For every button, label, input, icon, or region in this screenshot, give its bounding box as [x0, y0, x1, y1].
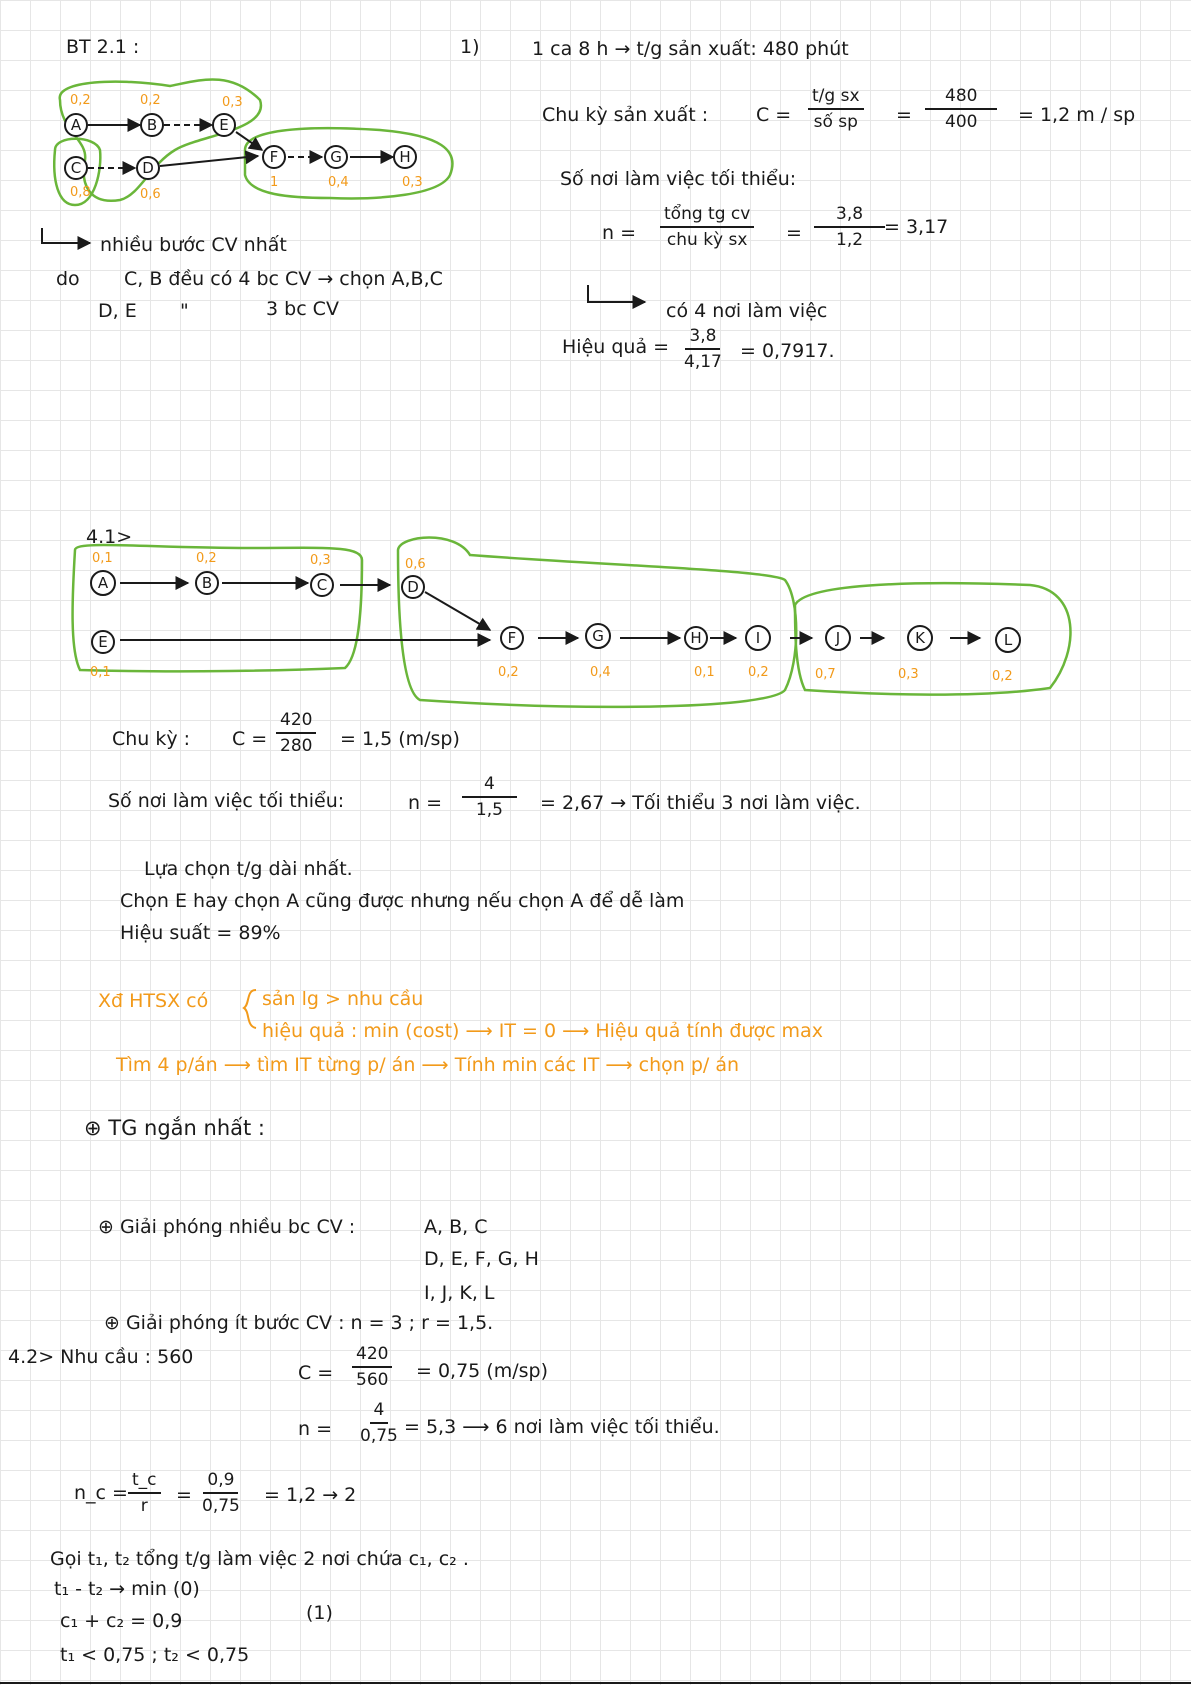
orange-note-1a: Xđ HTSX có	[98, 990, 209, 1012]
svg-text:A: A	[97, 574, 109, 592]
time-i-41: 0,2	[748, 665, 769, 680]
n-eq: =	[786, 222, 802, 244]
bt21-title: BT 2.1 :	[66, 36, 140, 58]
node-d	[137, 157, 159, 179]
p42-constraint-2: t₁ < 0,75 ; t₂ < 0,75	[60, 1644, 250, 1666]
node-i-41	[746, 626, 770, 650]
time-g-41: 0,4	[590, 665, 611, 680]
svg-text:F: F	[507, 629, 517, 647]
node-e-41	[92, 631, 114, 653]
reason-line-2-mark: "	[180, 300, 189, 322]
cycle-c: C =	[756, 104, 792, 126]
node-h	[394, 146, 416, 168]
p42-objective: t₁ - t₂ → min (0)	[54, 1578, 200, 1600]
p42-n-result: = 5,3 ⟶ 6 nơi làm việc tối thiểu.	[404, 1416, 720, 1438]
svg-text:D: D	[142, 159, 154, 177]
p42-c-prefix: C =	[298, 1362, 334, 1384]
time-d-41: 0,6	[405, 557, 426, 572]
svg-text:A: A	[70, 116, 82, 134]
p42-nc-fraction: $\frac{t\_c}{r}$	[128, 1470, 161, 1516]
p41-min-label: Số nơi làm việc tối thiểu:	[108, 790, 345, 812]
p41-note-2: Chọn E hay chọn A cũng được nhưng nếu chọn A để dễ làm	[120, 890, 685, 912]
svg-text:I: I	[755, 629, 761, 647]
release-group-1: A, B, C	[424, 1216, 488, 1238]
node-e	[213, 114, 235, 136]
release-few: ⊕ Giải phóng ít bước CV : n = 3 ; r = 1,5.	[104, 1312, 494, 1334]
hook-arrow-most	[42, 228, 90, 243]
time-h-41: 0,1	[694, 665, 715, 680]
svg-text:C: C	[316, 576, 328, 594]
time-g: 0,4	[328, 175, 349, 190]
node-c	[65, 157, 87, 179]
svg-text:G: G	[330, 148, 342, 166]
tg-shortest: ⊕ TG ngắn nhất :	[84, 1116, 266, 1140]
p42-n-prefix: n =	[298, 1418, 333, 1440]
svg-text:G: G	[592, 627, 604, 645]
time-e-41: 0,1	[90, 665, 111, 680]
arrow-d-f-41	[425, 592, 490, 630]
time-f: 1	[270, 175, 279, 190]
svg-text:H: H	[399, 148, 411, 166]
cycle-eq: =	[896, 104, 912, 126]
efficiency-fraction: $\frac{3,8}{4,17}$	[684, 326, 722, 372]
reason-do: do	[56, 268, 80, 290]
svg-text:E: E	[98, 633, 108, 651]
p41-title: 4.1>	[86, 526, 133, 548]
time-f-41: 0,2	[498, 665, 519, 680]
p42-c-result: = 0,75 (m/sp)	[416, 1360, 548, 1382]
cycle-result: = 1,2 m / sp	[1018, 104, 1136, 126]
time-j-41: 0,7	[815, 667, 836, 682]
release-group-3: I, J, K, L	[424, 1282, 495, 1304]
p42-constraint-1-tag: (1)	[306, 1602, 333, 1624]
p42-nc-prefix: n_c =	[74, 1482, 128, 1504]
node-b	[141, 114, 163, 136]
time-d: 0,6	[140, 187, 161, 202]
svg-text:D: D	[407, 578, 419, 596]
node-a	[65, 114, 87, 136]
svg-text:B: B	[201, 574, 213, 592]
svg-text:K: K	[915, 629, 925, 647]
orange-note-1c: hiệu quả : min (cost) ⟶ IT = 0 ⟶ Hiệu quả tính được max	[262, 1020, 823, 1042]
p41-n-result: = 2,67 → Tối thiểu 3 nơi làm việc.	[540, 792, 861, 814]
node-a-41	[91, 571, 115, 595]
p42-nc-eq: =	[176, 1484, 192, 1506]
p42-c-fraction: $\frac{420}{560}$	[352, 1344, 392, 1390]
node-k-41	[908, 626, 932, 650]
cycle-fraction: $\frac{\text{t/g sx}}{\text{số sp}}$	[808, 86, 864, 132]
min-ws-label: Số nơi làm việc tối thiểu:	[560, 168, 797, 190]
p41-n-prefix: n =	[408, 792, 443, 814]
time-b: 0,2	[140, 93, 161, 108]
n-result: = 3,17	[884, 216, 949, 238]
p42-demand: 4.2> Nhu cầu : 560	[8, 1346, 194, 1368]
cycle-label: Chu kỳ sản xuất :	[542, 104, 709, 126]
node-g-41	[586, 624, 610, 648]
has-4-workstations: có 4 nơi làm việc	[666, 300, 828, 322]
p41-note-3: Hiệu suất = 89%	[120, 922, 281, 944]
svg-text:B: B	[146, 116, 158, 134]
time-a: 0,2	[70, 93, 91, 108]
node-l-41	[996, 628, 1020, 652]
n-fraction: tổng tg cv chu kỳ sx	[660, 204, 754, 250]
efficiency-label: Hiệu quả =	[562, 336, 670, 358]
p41-note-1: Lựa chọn t/g dài nhất.	[144, 858, 353, 880]
arrow-d-f	[160, 156, 258, 166]
group-loop-ws2	[398, 538, 796, 707]
orange-brace	[244, 990, 256, 1028]
node-h-41	[685, 627, 707, 649]
node-d-41	[402, 576, 424, 598]
node-j-41	[826, 626, 850, 650]
time-b-41: 0,2	[196, 551, 217, 566]
p41-cycle-label: Chu kỳ :	[112, 728, 191, 750]
node-g	[325, 146, 347, 168]
node-f-41	[501, 627, 523, 649]
svg-text:J: J	[835, 629, 841, 647]
p41-cycle-c: C =	[232, 728, 268, 750]
svg-text:H: H	[690, 629, 702, 647]
orange-note-1b: sản lg > nhu cầu	[262, 988, 424, 1010]
n-fraction-2: $\frac{3,8}{1,2}$	[814, 204, 885, 250]
release-many-label: ⊕ Giải phóng nhiều bc CV :	[98, 1216, 356, 1238]
efficiency-result: = 0,7917.	[740, 340, 835, 362]
n-prefix: n =	[602, 222, 637, 244]
svg-text:C: C	[70, 159, 82, 177]
time-l-41: 0,2	[992, 669, 1013, 684]
node-b-41	[196, 572, 218, 594]
reason-line-2-left: D, E	[98, 300, 137, 322]
arrow-e-f	[236, 132, 262, 150]
p41-cycle-fraction: $\frac{420}{280}$	[276, 710, 316, 756]
svg-text:L: L	[1003, 631, 1013, 649]
reason-line-1: C, B đều có 4 bc CV → chọn A,B,C	[124, 268, 443, 290]
svg-text:F: F	[269, 148, 279, 166]
most-steps-label: nhiều bước CV nhất	[100, 234, 287, 256]
time-k-41: 0,3	[898, 667, 919, 682]
time-a-41: 0,1	[92, 551, 113, 566]
orange-note-2: Tìm 4 p/án ⟶ tìm IT từng p/ án ⟶ Tính min các IT ⟶ chọn p/ án	[116, 1054, 740, 1076]
p41-n-fraction: $\frac{4}{1,5}$	[462, 774, 517, 820]
bt21-part: 1)	[460, 36, 480, 58]
svg-text:E: E	[219, 116, 229, 134]
node-c-41	[311, 574, 333, 596]
time-h: 0,3	[402, 175, 423, 190]
reason-line-2-right: 3 bc CV	[266, 298, 339, 320]
cycle-fraction-2: $\frac{480}{400}$	[925, 86, 997, 132]
time-e: 0,3	[222, 95, 243, 110]
p42-nc-result: = 1,2 → 2	[264, 1484, 357, 1506]
p41-cycle-result: = 1,5 (m/sp)	[340, 728, 460, 750]
hook-arrow-has4	[588, 285, 645, 302]
p42-nc-fraction-2: $\frac{0,9}{0,75}$	[202, 1470, 240, 1516]
bt21-shift: 1 ca 8 h → t/g sản xuất: 480 phút	[532, 38, 849, 60]
time-c-41: 0,3	[310, 553, 331, 568]
time-c: 0,8	[70, 185, 91, 200]
node-f	[263, 146, 285, 168]
p42-n-fraction: $\frac{4}{0,75}$	[360, 1400, 398, 1446]
p42-goi: Gọi t₁, t₂ tổng t/g làm việc 2 nơi chứa c₁, c₂ .	[50, 1548, 469, 1570]
release-group-2: D, E, F, G, H	[424, 1248, 539, 1270]
p42-constraint-1: c₁ + c₂ = 0,9	[60, 1610, 183, 1632]
